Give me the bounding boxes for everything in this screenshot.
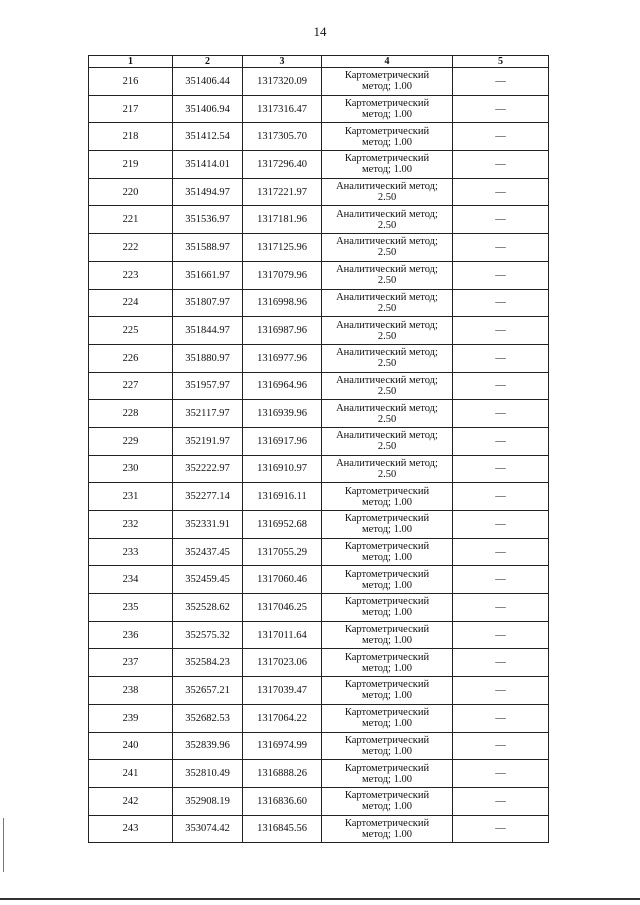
note-cell: — xyxy=(453,289,549,317)
table-row xyxy=(89,732,549,760)
table-row xyxy=(89,815,549,843)
method-cell: Аналитический метод; 2.50 xyxy=(322,234,453,262)
method-cell: Картометрический метод; 1.00 xyxy=(322,621,453,649)
note-cell: — xyxy=(453,704,549,732)
coord-y-cell: 1317064.22 xyxy=(243,704,322,732)
point-number-cell: 222 xyxy=(89,234,173,262)
point-number-cell: 240 xyxy=(89,732,173,760)
coord-y-cell: 1316977.96 xyxy=(243,344,322,372)
point-number-cell: 220 xyxy=(89,178,173,206)
coord-x-cell: 352810.49 xyxy=(173,760,243,788)
point-number-cell: 217 xyxy=(89,95,173,123)
header-col-2: 2 xyxy=(173,56,243,68)
coord-x-cell: 352191.97 xyxy=(173,427,243,455)
method-cell: Картометрический метод; 1.00 xyxy=(322,760,453,788)
method-cell: Аналитический метод; 2.50 xyxy=(322,455,453,483)
page-bottom-rule xyxy=(0,898,640,900)
table-row xyxy=(89,123,549,151)
coord-x-cell: 351807.97 xyxy=(173,289,243,317)
note-cell: — xyxy=(453,206,549,234)
note-cell: — xyxy=(453,649,549,677)
coord-y-cell: 1317060.46 xyxy=(243,566,322,594)
coord-x-cell: 352222.97 xyxy=(173,455,243,483)
note-cell: — xyxy=(453,344,549,372)
point-number-cell: 233 xyxy=(89,538,173,566)
point-number-cell: 236 xyxy=(89,621,173,649)
method-cell: Картометрический метод; 1.00 xyxy=(322,566,453,594)
coord-y-cell: 1317181.96 xyxy=(243,206,322,234)
coord-x-cell: 352657.21 xyxy=(173,677,243,705)
note-cell: — xyxy=(453,760,549,788)
table-row xyxy=(89,178,549,206)
method-cell: Картометрический метод; 1.00 xyxy=(322,511,453,539)
method-cell: Картометрический метод; 1.00 xyxy=(322,95,453,123)
table-row xyxy=(89,704,549,732)
coord-y-cell: 1316845.56 xyxy=(243,815,322,843)
point-number-cell: 218 xyxy=(89,123,173,151)
note-cell: — xyxy=(453,95,549,123)
coord-y-cell: 1317125.96 xyxy=(243,234,322,262)
coord-y-cell: 1317320.09 xyxy=(243,68,322,96)
table-row xyxy=(89,261,549,289)
method-cell: Картометрический метод; 1.00 xyxy=(322,704,453,732)
table-row xyxy=(89,317,549,345)
point-number-cell: 239 xyxy=(89,704,173,732)
coord-y-cell: 1317079.96 xyxy=(243,261,322,289)
method-cell: Аналитический метод; 2.50 xyxy=(322,178,453,206)
header-col-3: 3 xyxy=(243,56,322,68)
table-row xyxy=(89,234,549,262)
table-row xyxy=(89,483,549,511)
scan-edge-mark xyxy=(3,818,4,872)
method-cell: Картометрический метод; 1.00 xyxy=(322,151,453,179)
coord-y-cell: 1316964.96 xyxy=(243,372,322,400)
note-cell: — xyxy=(453,511,549,539)
note-cell: — xyxy=(453,427,549,455)
point-number-cell: 232 xyxy=(89,511,173,539)
point-number-cell: 224 xyxy=(89,289,173,317)
note-cell: — xyxy=(453,261,549,289)
coord-y-cell: 1316888.26 xyxy=(243,760,322,788)
coord-x-cell: 352117.97 xyxy=(173,400,243,428)
point-number-cell: 231 xyxy=(89,483,173,511)
method-cell: Аналитический метод; 2.50 xyxy=(322,400,453,428)
coord-x-cell: 352682.53 xyxy=(173,704,243,732)
table-row xyxy=(89,427,549,455)
note-cell: — xyxy=(453,123,549,151)
coord-x-cell: 351406.94 xyxy=(173,95,243,123)
coord-x-cell: 351588.97 xyxy=(173,234,243,262)
coord-y-cell: 1317011.64 xyxy=(243,621,322,649)
table-body xyxy=(89,68,549,843)
note-cell: — xyxy=(453,234,549,262)
point-number-cell: 238 xyxy=(89,677,173,705)
method-cell: Аналитический метод; 2.50 xyxy=(322,317,453,345)
point-number-cell: 237 xyxy=(89,649,173,677)
note-cell: — xyxy=(453,151,549,179)
coord-y-cell: 1316998.96 xyxy=(243,289,322,317)
note-cell: — xyxy=(453,68,549,96)
note-cell: — xyxy=(453,594,549,622)
coord-x-cell: 351880.97 xyxy=(173,344,243,372)
point-number-cell: 221 xyxy=(89,206,173,234)
coord-y-cell: 1316952.68 xyxy=(243,511,322,539)
table-row xyxy=(89,151,549,179)
header-col-5: 5 xyxy=(453,56,549,68)
coord-y-cell: 1317316.47 xyxy=(243,95,322,123)
coord-x-cell: 352584.23 xyxy=(173,649,243,677)
note-cell: — xyxy=(453,483,549,511)
header-row xyxy=(89,56,549,68)
coord-x-cell: 352575.32 xyxy=(173,621,243,649)
method-cell: Картометрический метод; 1.00 xyxy=(322,677,453,705)
point-number-cell: 223 xyxy=(89,261,173,289)
point-number-cell: 230 xyxy=(89,455,173,483)
coord-y-cell: 1317055.29 xyxy=(243,538,322,566)
point-number-cell: 228 xyxy=(89,400,173,428)
coord-x-cell: 352839.96 xyxy=(173,732,243,760)
coord-x-cell: 351957.97 xyxy=(173,372,243,400)
point-number-cell: 225 xyxy=(89,317,173,345)
header-col-1: 1 xyxy=(89,56,173,68)
method-cell: Картометрический метод; 1.00 xyxy=(322,815,453,843)
table-row xyxy=(89,621,549,649)
coord-x-cell: 352459.45 xyxy=(173,566,243,594)
table-row xyxy=(89,649,549,677)
coord-y-cell: 1316974.99 xyxy=(243,732,322,760)
coord-x-cell: 351536.97 xyxy=(173,206,243,234)
note-cell: — xyxy=(453,677,549,705)
coord-y-cell: 1317039.47 xyxy=(243,677,322,705)
point-number-cell: 216 xyxy=(89,68,173,96)
table-header xyxy=(89,56,549,68)
note-cell: — xyxy=(453,400,549,428)
method-cell: Картометрический метод; 1.00 xyxy=(322,732,453,760)
header-col-4: 4 xyxy=(322,56,453,68)
note-cell: — xyxy=(453,455,549,483)
coord-x-cell: 351406.44 xyxy=(173,68,243,96)
table-row xyxy=(89,95,549,123)
point-number-cell: 242 xyxy=(89,787,173,815)
table-row xyxy=(89,206,549,234)
point-number-cell: 226 xyxy=(89,344,173,372)
coord-y-cell: 1316987.96 xyxy=(243,317,322,345)
method-cell: Картометрический метод; 1.00 xyxy=(322,483,453,511)
point-number-cell: 227 xyxy=(89,372,173,400)
note-cell: — xyxy=(453,787,549,815)
method-cell: Картометрический метод; 1.00 xyxy=(322,594,453,622)
method-cell: Аналитический метод; 2.50 xyxy=(322,206,453,234)
table-row xyxy=(89,538,549,566)
coord-x-cell: 352908.19 xyxy=(173,787,243,815)
table-row xyxy=(89,344,549,372)
note-cell: — xyxy=(453,566,549,594)
table-row xyxy=(89,760,549,788)
method-cell: Картометрический метод; 1.00 xyxy=(322,649,453,677)
note-cell: — xyxy=(453,178,549,206)
coord-x-cell: 351412.54 xyxy=(173,123,243,151)
point-number-cell: 241 xyxy=(89,760,173,788)
coord-y-cell: 1317023.06 xyxy=(243,649,322,677)
point-number-cell: 219 xyxy=(89,151,173,179)
point-number-cell: 234 xyxy=(89,566,173,594)
point-number-cell: 243 xyxy=(89,815,173,843)
table-row xyxy=(89,787,549,815)
table-row xyxy=(89,566,549,594)
table-row xyxy=(89,455,549,483)
table-row xyxy=(89,289,549,317)
method-cell: Аналитический метод; 2.50 xyxy=(322,261,453,289)
table-row xyxy=(89,372,549,400)
coord-y-cell: 1316910.97 xyxy=(243,455,322,483)
coord-y-cell: 1316836.60 xyxy=(243,787,322,815)
coord-x-cell: 351414.01 xyxy=(173,151,243,179)
coord-x-cell: 352277.14 xyxy=(173,483,243,511)
coord-y-cell: 1317046.25 xyxy=(243,594,322,622)
method-cell: Картометрический метод; 1.00 xyxy=(322,68,453,96)
coord-x-cell: 351661.97 xyxy=(173,261,243,289)
method-cell: Картометрический метод; 1.00 xyxy=(322,787,453,815)
coord-y-cell: 1317221.97 xyxy=(243,178,322,206)
note-cell: — xyxy=(453,815,549,843)
point-number-cell: 235 xyxy=(89,594,173,622)
note-cell: — xyxy=(453,732,549,760)
coord-y-cell: 1316917.96 xyxy=(243,427,322,455)
coordinates-table xyxy=(88,55,549,843)
point-number-cell: 229 xyxy=(89,427,173,455)
note-cell: — xyxy=(453,538,549,566)
coord-x-cell: 352331.91 xyxy=(173,511,243,539)
method-cell: Аналитический метод; 2.50 xyxy=(322,427,453,455)
method-cell: Картометрический метод; 1.00 xyxy=(322,123,453,151)
method-cell: Картометрический метод; 1.00 xyxy=(322,538,453,566)
table-row xyxy=(89,68,549,96)
coord-x-cell: 351844.97 xyxy=(173,317,243,345)
table-row xyxy=(89,594,549,622)
coord-y-cell: 1317305.70 xyxy=(243,123,322,151)
note-cell: — xyxy=(453,621,549,649)
method-cell: Аналитический метод; 2.50 xyxy=(322,344,453,372)
table-row xyxy=(89,511,549,539)
coord-y-cell: 1317296.40 xyxy=(243,151,322,179)
coord-x-cell: 351494.97 xyxy=(173,178,243,206)
coord-x-cell: 353074.42 xyxy=(173,815,243,843)
coord-x-cell: 352528.62 xyxy=(173,594,243,622)
table-row xyxy=(89,400,549,428)
coord-x-cell: 352437.45 xyxy=(173,538,243,566)
method-cell: Аналитический метод; 2.50 xyxy=(322,289,453,317)
note-cell: — xyxy=(453,317,549,345)
coord-y-cell: 1316939.96 xyxy=(243,400,322,428)
table-row xyxy=(89,677,549,705)
coord-y-cell: 1316916.11 xyxy=(243,483,322,511)
method-cell: Аналитический метод; 2.50 xyxy=(322,372,453,400)
page-number: 14 xyxy=(313,24,327,39)
note-cell: — xyxy=(453,372,549,400)
